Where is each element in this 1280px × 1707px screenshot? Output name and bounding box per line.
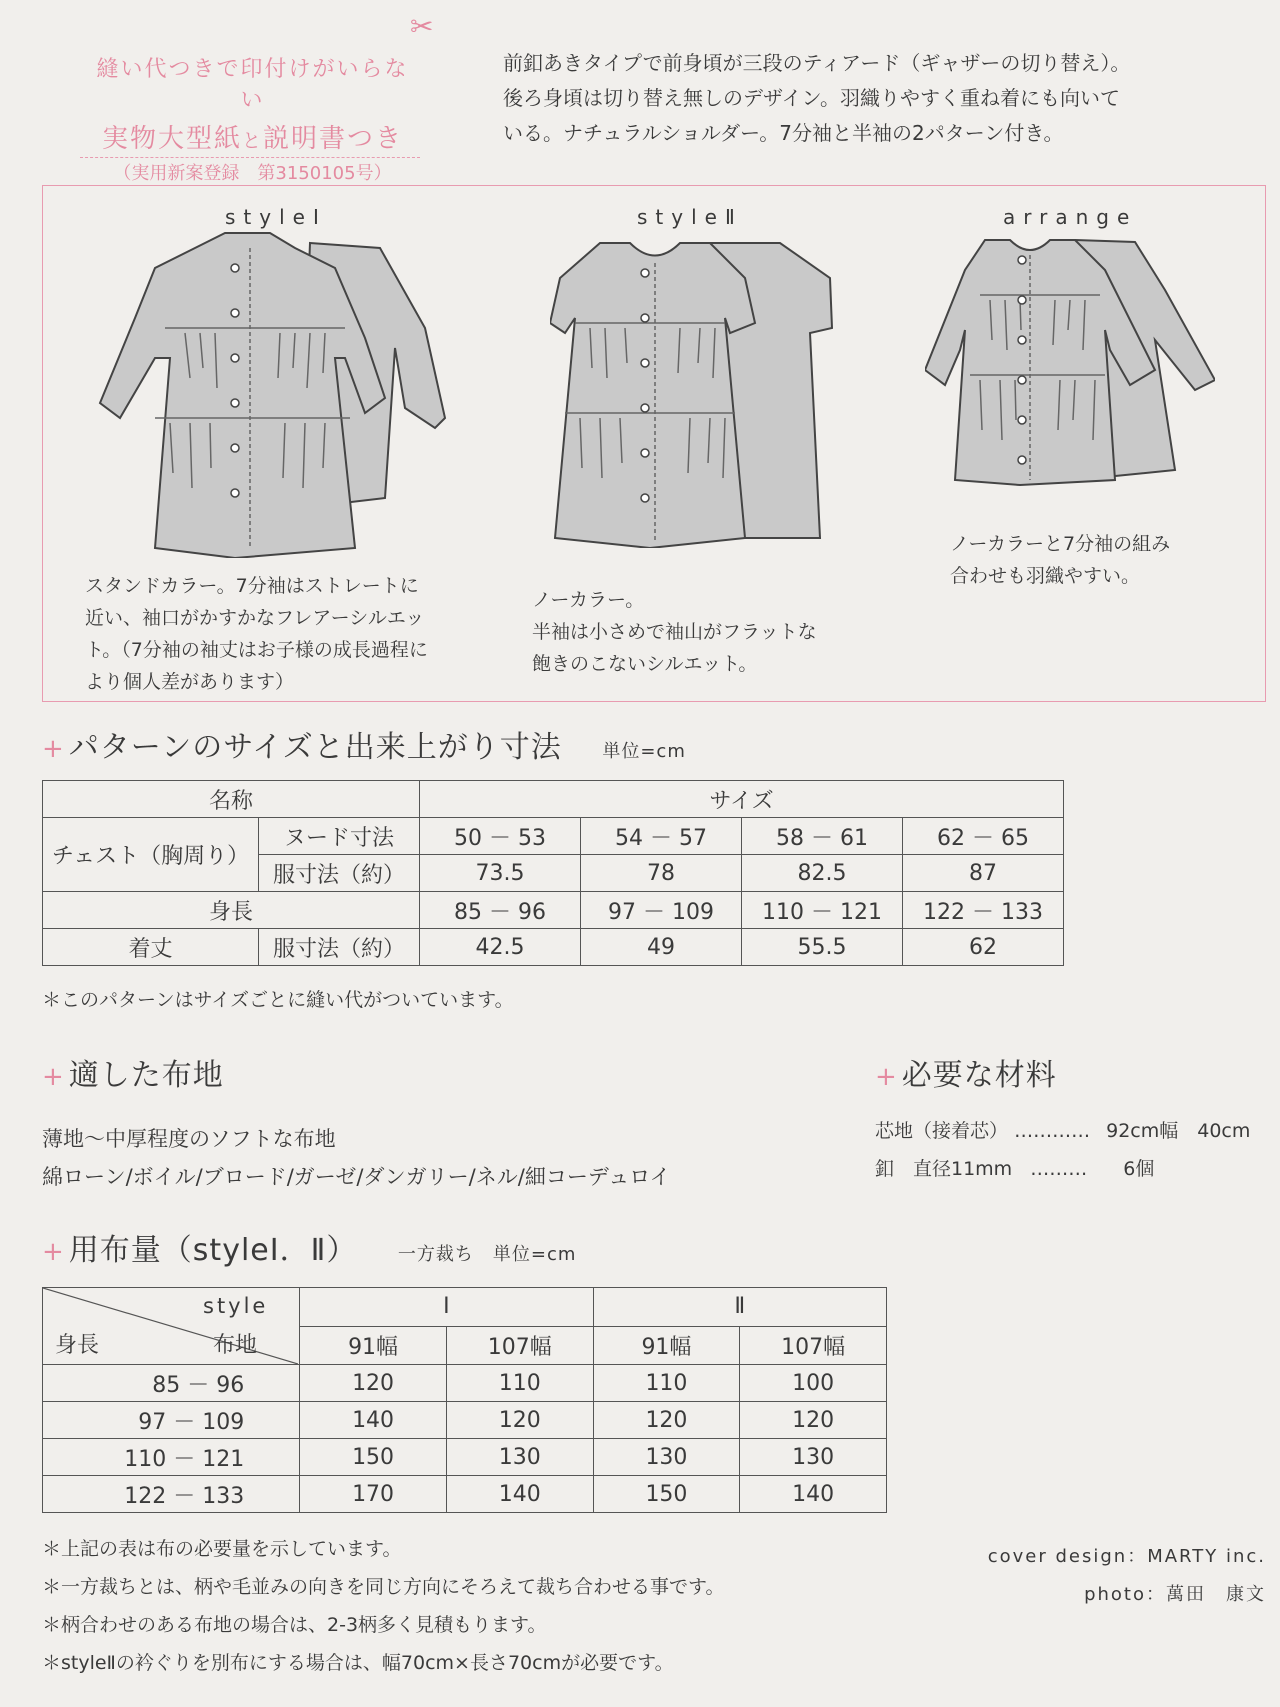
table-cell: 150 [300, 1439, 447, 1476]
style2-description: ノーカラー。 半袖は小さめで袖山がフラットな 飽きのこないシルエット。 [532, 589, 817, 675]
style2-illustration [550, 238, 840, 548]
usage-row-height: 122 － 133 [43, 1476, 300, 1513]
usage-I-header: Ⅰ [300, 1288, 593, 1327]
table-cell: 49 [581, 929, 742, 966]
usage-table [42, 1287, 887, 1513]
table-cell: 130 [740, 1439, 887, 1476]
usage-corner-cell [43, 1288, 300, 1365]
usage-row-height: 110 － 121 [43, 1439, 300, 1476]
table-cell: 58 － 61 [742, 818, 903, 855]
fabric-text: 薄地～中厚程度のソフトな布地 綿ローン/ボイル/ブロード/ガーゼ/ダンガリー/ネル/細コーデュロイ [42, 1127, 671, 1189]
plus-icon: + [42, 734, 65, 764]
table-cell: 120 [446, 1402, 593, 1439]
header-divider [80, 157, 420, 158]
table-cell: 130 [446, 1439, 593, 1476]
width-header: 91幅 [593, 1326, 740, 1365]
materials-title: + 必要な材料 [875, 1058, 1057, 1093]
table-cell: 54 － 57 [581, 818, 742, 855]
table-cell: 97 － 109 [581, 892, 742, 929]
header-line3: （実用新案登録 第3150105号） [113, 163, 392, 184]
width-header: 107幅 [446, 1326, 593, 1365]
plus-icon: + [42, 1062, 65, 1092]
size-table [42, 780, 1064, 966]
usage-row-height: 85 － 96 [43, 1365, 300, 1402]
size-header-size: サイズ [420, 781, 1064, 818]
table-cell: 55.5 [742, 929, 903, 966]
usage-fabric-label: 布地 [213, 1333, 258, 1358]
usage-notes: ＊上記の表は布の必要量を示しています。 ＊一方裁ちとは、柄や毛並みの向きを同じ方向にそろえて裁ち合わせる事です。 ＊柄合わせのある布地の場合は、2-3柄多く見積もります。 ＊styleⅡの衿ぐりを別布にする場合は、幅70cm×長さ70cmが必要です。 [42, 1538, 725, 1674]
table-cell: 110 [593, 1365, 740, 1402]
height-label: 身長 [43, 892, 420, 929]
table-cell: 170 [300, 1476, 447, 1513]
intro-text: 前釦あきタイプで前身頃が三段のティアード（ギャザーの切り替え）。 後ろ身頃は切り替え無しのデザイン。羽織りやすく重ね着にも向いて いる。ナチュラルショルダー。7分袖と半袖の2パターン付き。 [503, 51, 1131, 145]
garment-label: 服寸法（約） [259, 929, 420, 966]
material-item: 芯地（接着芯） ………… 92cm幅 40cm [875, 1120, 1251, 1142]
table-cell: 100 [740, 1365, 887, 1402]
fabric-title: + 適した布地 [42, 1058, 224, 1093]
table-cell: 62 [903, 929, 1064, 966]
usage-height-label: 身長 [55, 1333, 100, 1358]
table-cell: 122 － 133 [903, 892, 1064, 929]
photo-credit: photo：萬田 康文 [1084, 1584, 1266, 1605]
usage-sub: 一方裁ち 単位=cm [397, 1244, 577, 1265]
plus-icon: + [42, 1237, 65, 1267]
chest-label: チェスト（胸周り） [43, 818, 259, 892]
style1-illustration [95, 228, 475, 558]
credits [988, 1538, 1266, 1614]
table-cell: 62 － 65 [903, 818, 1064, 855]
cover-credit: cover design：MARTY inc. [987, 1546, 1266, 1567]
table-cell: 110 [446, 1365, 593, 1402]
table-cell: 140 [446, 1476, 593, 1513]
size-unit: 単位=cm [602, 741, 686, 762]
table-cell: 87 [903, 855, 1064, 892]
usage-row-height: 97 － 109 [43, 1402, 300, 1439]
table-cell: 78 [581, 855, 742, 892]
table-cell: 42.5 [420, 929, 581, 966]
table-cell: 73.5 [420, 855, 581, 892]
table-cell: 82.5 [742, 855, 903, 892]
style3-description: ノーカラーと7分袖の組み 合わせも羽織やすい。 [950, 533, 1171, 587]
header-badge [85, 52, 420, 185]
style3-label: arrange [1003, 205, 1138, 229]
usage-style-label: style [203, 1294, 269, 1318]
table-cell: 50 － 53 [420, 818, 581, 855]
size-note: ＊このパターンはサイズごとに縫い代がついています。 [42, 989, 514, 1011]
width-header: 107幅 [740, 1326, 887, 1365]
table-cell: 150 [593, 1476, 740, 1513]
plus-icon: + [875, 1062, 898, 1092]
header-line2: 実物大型紙と説明書つき [101, 124, 404, 154]
table-cell: 120 [300, 1365, 447, 1402]
garment-label: 服寸法（約） [259, 855, 420, 892]
style2-label: styleⅡ [637, 205, 743, 229]
width-header: 91幅 [300, 1326, 447, 1365]
length-label: 着丈 [43, 929, 259, 966]
scissors-icon: ✂ [410, 10, 434, 43]
table-cell: 120 [740, 1402, 887, 1439]
nude-label: ヌード寸法 [259, 818, 420, 855]
style3-illustration [925, 230, 1215, 490]
table-cell: 85 － 96 [420, 892, 581, 929]
size-header-name: 名称 [43, 781, 420, 818]
material-item: 釦 直径11mm ……… 6個 [875, 1158, 1155, 1180]
usage-title: + 用布量（styleⅠ．Ⅱ） 一方裁ち 単位=cm [42, 1233, 577, 1268]
table-cell: 140 [300, 1402, 447, 1439]
header-line1: 縫い代つきで印付けがいらない [96, 57, 409, 113]
table-cell: 130 [593, 1439, 740, 1476]
style1-description: スタンドカラー。7分袖はストレートに 近い、袖口がかすかなフレアーシルエッ ト。（7分袖の袖丈はお子様の成長過程に より個人差があります） [85, 575, 428, 693]
materials-list [875, 1112, 1250, 1188]
table-cell: 140 [740, 1476, 887, 1513]
table-cell: 120 [593, 1402, 740, 1439]
style1-label: styleⅠ [225, 205, 327, 229]
table-cell: 110 － 121 [742, 892, 903, 929]
usage-II-header: Ⅱ [593, 1288, 886, 1327]
size-section-title: + パターンのサイズと出来上がり寸法 単位=cm [42, 730, 686, 765]
